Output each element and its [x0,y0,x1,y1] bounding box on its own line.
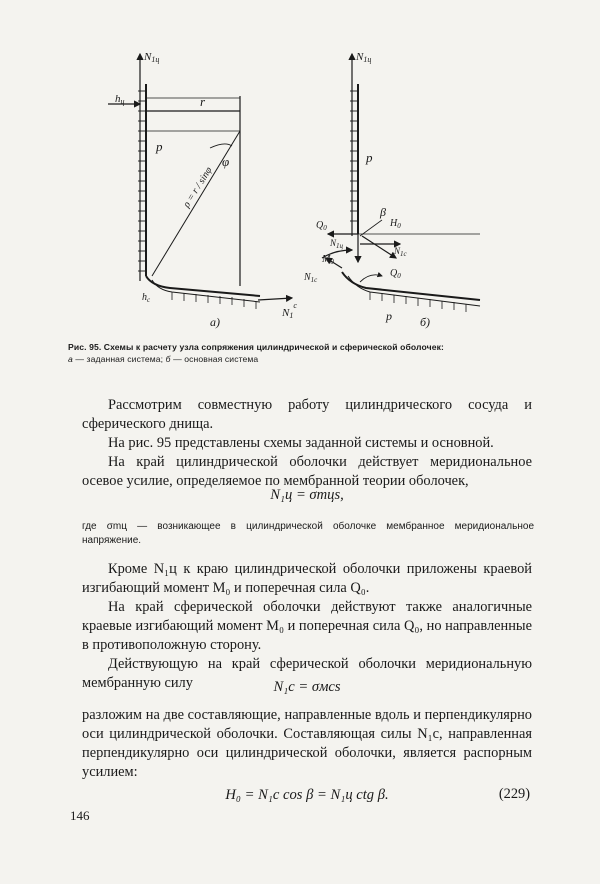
panel-b-diagram [322,54,480,312]
label-q0: $Q_0$ [316,220,327,232]
label-p-a: p [156,139,163,154]
figure-95 [60,36,540,336]
label-p-b: p [366,150,373,165]
label-n1s-left: $N_{1с}$ [304,272,318,284]
paragraph-6: Действующую на край сферической оболочки меридиональную мембранную силу [82,656,532,691]
body-text-top [82,396,532,491]
label-n1s-b: $N_{1с}$ [394,246,407,258]
label-phi: φ [222,154,230,169]
label-h0: $H_0$ [390,218,401,230]
label-n1ts-b: N1ц [356,51,372,64]
label-p-b-low: p [386,309,392,323]
paragraph-7: разложим на две составляющие, направленные вдоль и перпендикулярно оси цилиндрической оболочки. Составляющая силы N₁c, направленная перпендикулярно оси цилиндрической оболочки, является распорным усилием: [82,707,532,780]
caption-b-text: — основная система [170,354,259,364]
caption-head: Рис. 95. Схемы к расчету узла сопряжения цилиндрической и сферической оболочек: [68,342,444,352]
paragraph-2: На рис. 95 представлены схемы заданной системы и основной. [108,435,494,451]
paragraph-4: Кроме N₁ц к краю цилиндрической оболочки приложены краевой изгибающий момент M₀ и поперечная сила Q₀. [82,561,532,596]
page-number: 146 [70,808,90,823]
label-rho: ρ = r / sinφ [181,165,215,210]
body-text-lower [82,706,532,782]
formula-3-text: H₀ = N₁c cos β = N₁ц ctg β. [225,787,389,803]
label-beta: β [380,205,386,219]
label-n1s-a: $N1^с$ [282,301,297,320]
paragraph-5: На край сферической оболочки действуют также аналогичные краевые изгибающий момент M₀ и поперечная сила Q₀, но направленные в противоположную сторону. [82,599,532,653]
paragraph-3: На край цилиндрической оболочки действует меридиональное осевое усилие, определяемое по мембранной теории оболочек, [82,454,532,489]
panel-b-label: б) [420,315,431,329]
label-n1ts-a: N1ц [144,51,160,64]
formula-3 [82,786,532,805]
formula-note: где σmц — возникающее в цилиндрической оболочке мембранное меридиональное напряжение. [82,521,534,546]
formula-2: N₁c = σмcs [273,679,341,695]
label-hts: hц [115,93,125,106]
caption-b-letter: б [165,354,171,364]
caption-a-letter: а [68,354,73,364]
label-m0: $M_0$ [322,254,334,266]
paragraph-1: Рассмотрим совместную работу цилиндрического сосуда и сферического днища. [82,397,532,432]
label-n1ts-b-low: $N_{1ц}$ [330,238,344,250]
label-r: r [200,94,206,109]
body-text-middle [82,560,532,693]
label-hs: $h_с$ [142,292,151,304]
label-q0-low: $Q_0$ [390,268,401,280]
formula-1: N₁ц = σmцs, [270,487,344,503]
panel-a-label: а) [210,315,220,329]
equation-number: (229) [498,786,530,802]
figure-caption [68,341,538,365]
caption-a-text: — заданная система; [72,354,166,364]
